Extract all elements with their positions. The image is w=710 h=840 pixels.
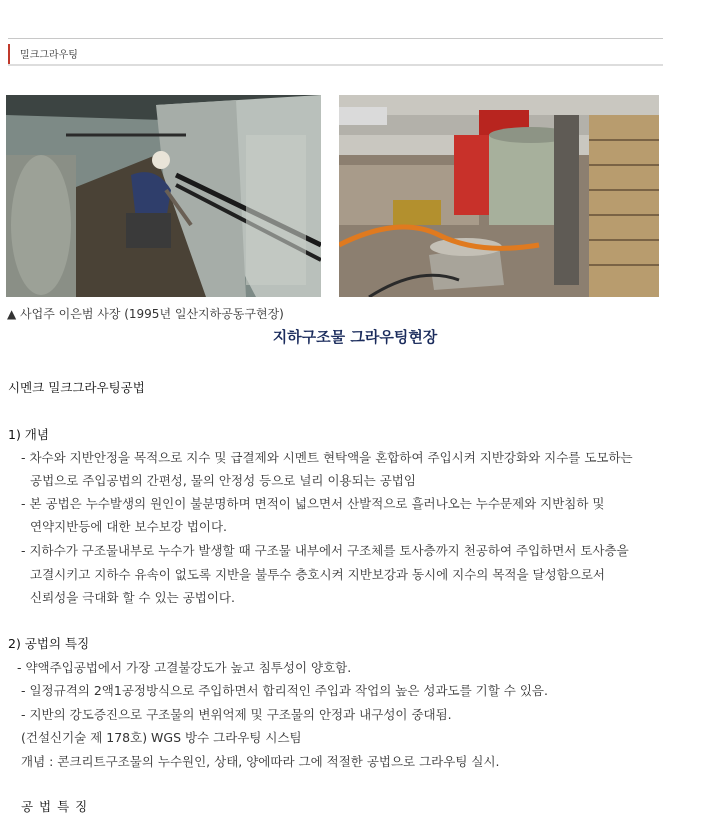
features-line: - 지반의 강도증진으로 구조물의 변위억제 및 구조물의 안정과 내구성이 중대됨. <box>21 707 452 722</box>
features-line: - 약액주입공법에서 가장 고결불강도가 높고 침투성이 양호함. <box>17 660 352 675</box>
overview-heading: 1) 개념 <box>8 427 49 442</box>
tunnel-grouting-photo <box>6 95 321 297</box>
page-title: 지하구조물 그라우팅현장 <box>272 328 438 346</box>
section-label: 밀크그라우팅 <box>20 50 78 61</box>
overview-line: 공법으로 주입공법의 간편성, 물의 안정성 등으로 널리 이용되는 공법임 <box>30 473 416 488</box>
features-line: - 일정규격의 2액1공정방식으로 주입하면서 합리적인 주입과 작업의 높은 성과도를 기할 수 있음. <box>21 683 548 698</box>
grouting-equipment-photo <box>339 95 659 297</box>
overview-line: - 본 공법은 누수발생의 원인이 불분명하며 면적이 넓으면서 산발적으로 흘러나오는 누수문제와 지반침하 및 <box>21 496 605 511</box>
overview-line: - 지하수가 구조물내부로 누수가 발생할 때 구조물 내부에서 구조체를 토사층까지 천공하여 주입하면서 토사층을 <box>21 543 629 558</box>
top-divider <box>8 38 663 39</box>
section-header <box>8 44 663 64</box>
overview-line: 연약지반등에 대한 보수보강 법이다. <box>30 519 228 534</box>
overview-line: 신뢰성을 극대화 할 수 있는 공법이다. <box>30 590 235 605</box>
features-heading: 2) 공법의 특징 <box>8 636 90 651</box>
footer-heading: 공 법 특 징 <box>21 799 89 814</box>
photo-caption: ▲ 사업주 이은범 사장 (1995년 일산지하공동구현장) <box>7 307 284 321</box>
section-accent-bar <box>8 44 10 64</box>
features-line: 개념 : 콘크리트구조물의 누수원인, 상태, 양에따라 그에 적절한 공법으로 그라우팅 실시. <box>21 754 500 769</box>
method-title: 시멘크 밀크그라우팅공법 <box>8 380 145 395</box>
section-underline <box>8 64 663 66</box>
overview-line: - 차수와 지반안정을 목적으로 지수 및 급결제와 시멘트 현탁액을 혼합하여 주입시켜 지반강화와 지수를 도모하는 <box>21 450 633 465</box>
overview-line: 고결시키고 지하수 유속이 없도록 지반을 불투수 층호시켜 지반보강과 동시에 지수의 목적을 달성함으로서 <box>30 567 606 582</box>
features-line: (건설신기술 제 178호) WGS 방수 그라우팅 시스팀 <box>21 730 302 745</box>
